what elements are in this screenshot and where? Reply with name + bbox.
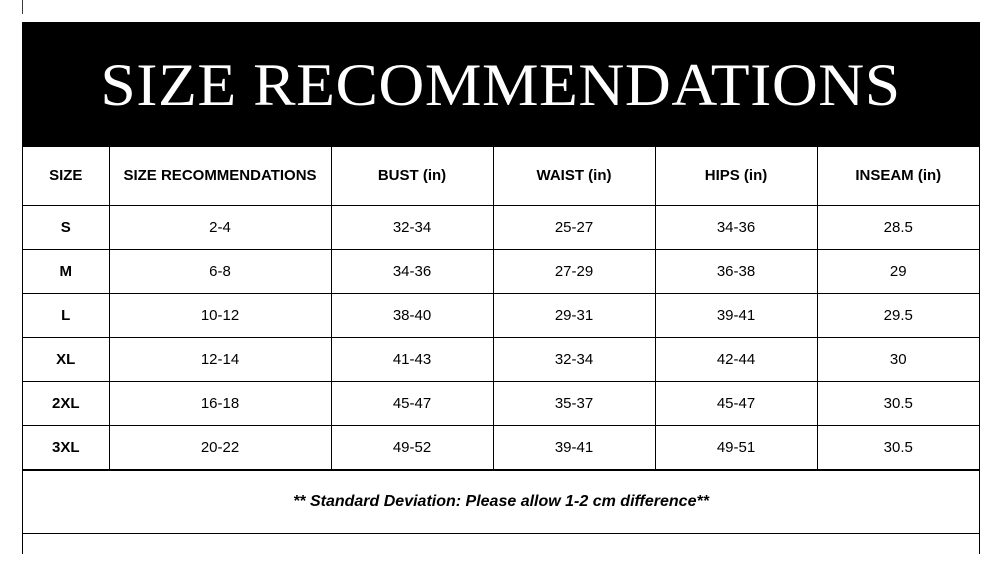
cell-inseam: 30 <box>817 338 979 382</box>
cell-hips: 49-51 <box>655 426 817 470</box>
table-row <box>23 426 979 470</box>
column-header-hips: HIPS (in) <box>655 147 817 206</box>
table-row <box>23 250 979 294</box>
column-header-size-recommendations: SIZE RECOMMENDATIONS <box>109 147 331 206</box>
page-edge-mark-secondary <box>0 0 2 6</box>
cell-waist: 25-27 <box>493 206 655 250</box>
cell-size: L <box>23 294 109 338</box>
cell-hips: 39-41 <box>655 294 817 338</box>
size-table-header <box>23 147 979 206</box>
cell-recommendation: 20-22 <box>109 426 331 470</box>
footer-spacer <box>23 533 979 574</box>
cell-bust: 45-47 <box>331 382 493 426</box>
cell-size: XL <box>23 338 109 382</box>
cell-hips: 42-44 <box>655 338 817 382</box>
cell-recommendation: 12-14 <box>109 338 331 382</box>
table-header-row <box>23 147 979 206</box>
cell-inseam: 30.5 <box>817 382 979 426</box>
page-edge-mark <box>22 0 23 14</box>
cell-bust: 49-52 <box>331 426 493 470</box>
size-table-body <box>23 206 979 470</box>
cell-size: 2XL <box>23 382 109 426</box>
cell-recommendation: 10-12 <box>109 294 331 338</box>
table-row <box>23 338 979 382</box>
cell-inseam: 29.5 <box>817 294 979 338</box>
cell-bust: 34-36 <box>331 250 493 294</box>
size-table <box>23 147 979 470</box>
banner <box>23 23 979 147</box>
cell-bust: 32-34 <box>331 206 493 250</box>
cell-waist: 29-31 <box>493 294 655 338</box>
cell-bust: 38-40 <box>331 294 493 338</box>
cell-recommendation: 6-8 <box>109 250 331 294</box>
cell-inseam: 29 <box>817 250 979 294</box>
cell-size: 3XL <box>23 426 109 470</box>
cell-inseam: 30.5 <box>817 426 979 470</box>
cell-hips: 45-47 <box>655 382 817 426</box>
cell-bust: 41-43 <box>331 338 493 382</box>
column-header-size: SIZE <box>23 147 109 206</box>
cell-size: S <box>23 206 109 250</box>
cell-inseam: 28.5 <box>817 206 979 250</box>
table-row <box>23 382 979 426</box>
note-row <box>23 470 979 533</box>
cell-hips: 36-38 <box>655 250 817 294</box>
size-chart-sheet <box>22 22 980 554</box>
cell-size: M <box>23 250 109 294</box>
standard-deviation-note: ** Standard Deviation: Please allow 1-2 cm difference** <box>293 493 709 510</box>
column-header-waist: WAIST (in) <box>493 147 655 206</box>
cell-waist: 35-37 <box>493 382 655 426</box>
table-row <box>23 206 979 250</box>
cell-waist: 39-41 <box>493 426 655 470</box>
column-header-bust: BUST (in) <box>331 147 493 206</box>
cell-waist: 27-29 <box>493 250 655 294</box>
page-title: SIZE RECOMMENDATIONS <box>100 52 902 118</box>
cell-recommendation: 2-4 <box>109 206 331 250</box>
cell-recommendation: 16-18 <box>109 382 331 426</box>
cell-hips: 34-36 <box>655 206 817 250</box>
cell-waist: 32-34 <box>493 338 655 382</box>
column-header-inseam: INSEAM (in) <box>817 147 979 206</box>
table-row <box>23 294 979 338</box>
